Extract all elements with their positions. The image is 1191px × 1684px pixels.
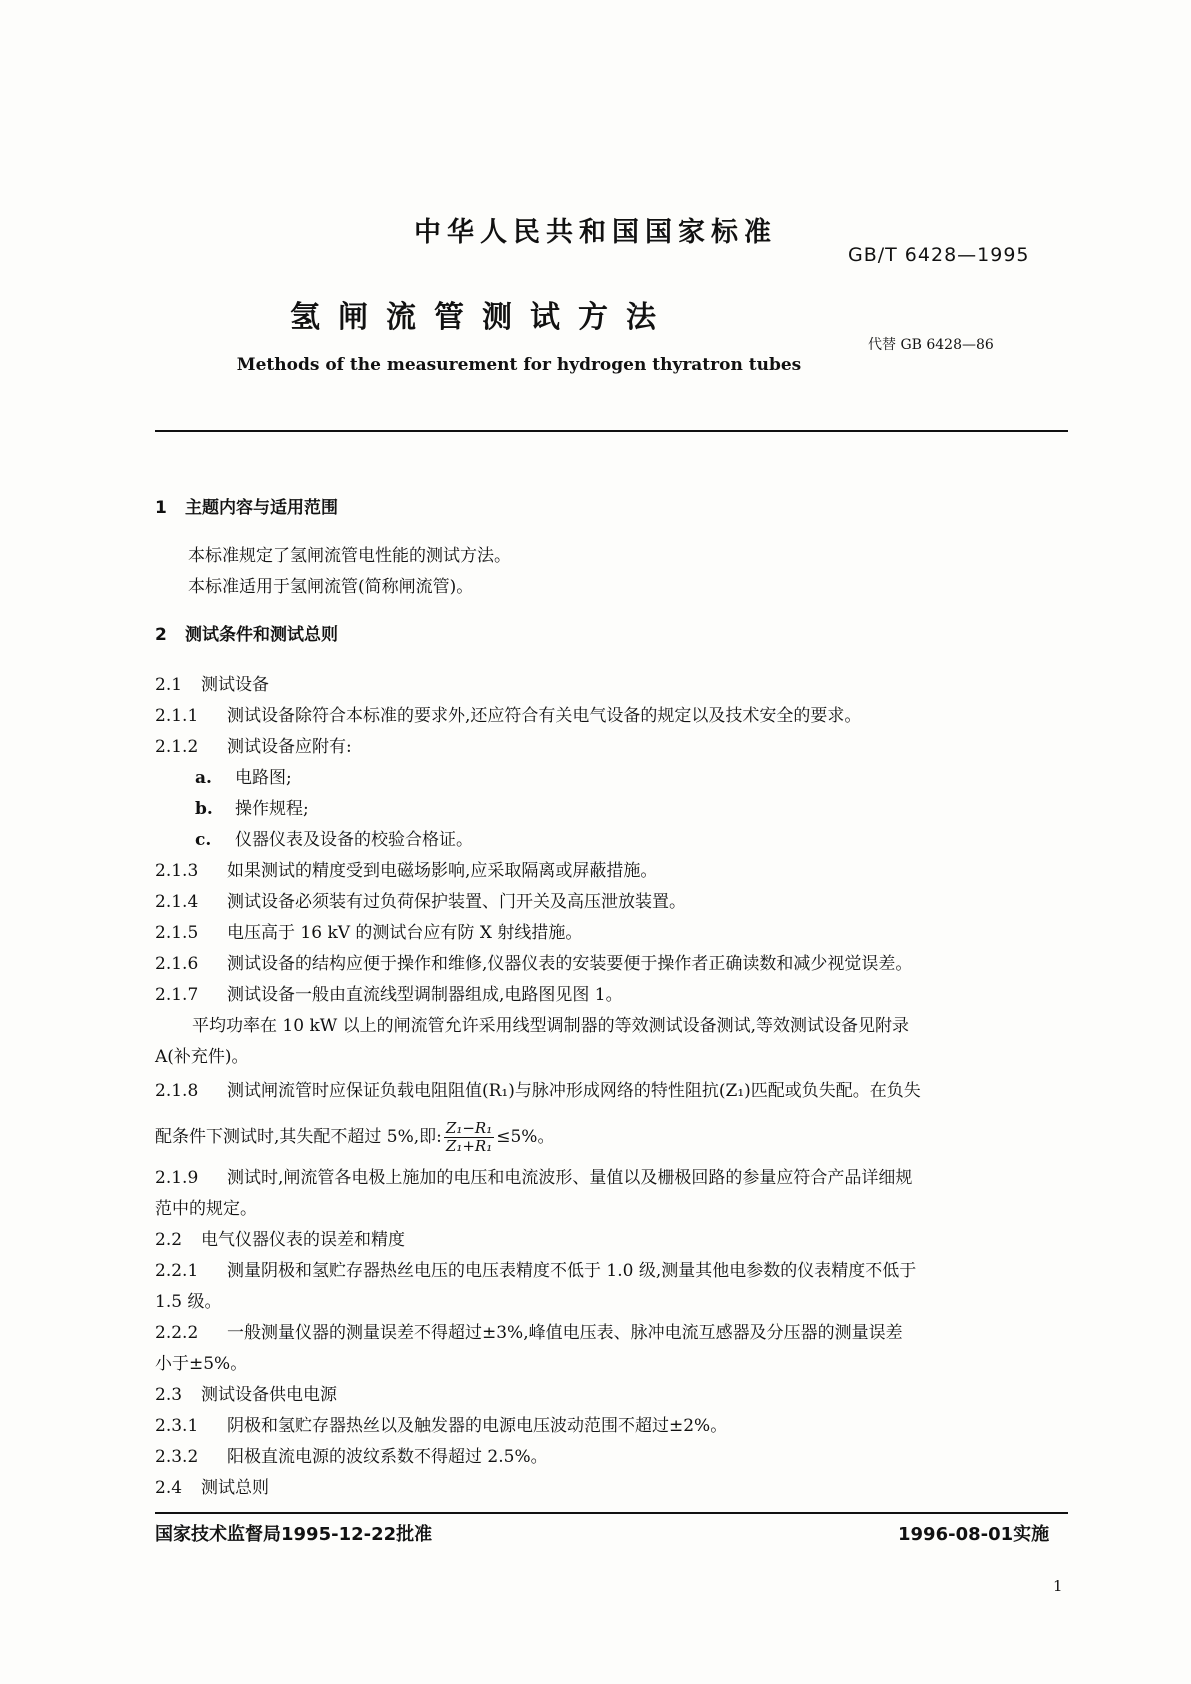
footer-divider (155, 1512, 1068, 1514)
list-item: b. 操作规程; (195, 799, 309, 819)
approval-line: 国家技术监督局1995-12-22批准 (155, 1524, 433, 1545)
clause-line: 2.1.2 测试设备应附有: (155, 737, 352, 757)
clause-line: 2.3.2 阳极直流电源的波纹系数不得超过 2.5%。 (155, 1447, 548, 1467)
paragraph-line: 本标准规定了氢闸流管电性能的测试方法。 (188, 546, 511, 566)
clause-line: 2.4 测试总则 (155, 1478, 269, 1498)
paragraph-line: 平均功率在 10 kW 以上的闸流管允许采用线型调制器的等效测试设备测试,等效测试设备见附录 (192, 1016, 910, 1036)
clause-line: 2.1 测试设备 (155, 675, 269, 695)
paragraph-line: 本标准适用于氢闸流管(简称闸流管)。 (188, 577, 474, 597)
clause-line: 2.1.1 测试设备除符合本标准的要求外,还应符合有关电气设备的规定以及技术安全的要求。 (155, 706, 862, 726)
clause-line: 2.1.4 测试设备必须装有过负荷保护装置、门开关及高压泄放装置。 (155, 892, 686, 912)
effective-date: 1996-08-01实施 (898, 1524, 1050, 1545)
national-standard-heading: 中华人民共和国国家标准 (414, 217, 777, 248)
formula-line: 配条件下测试时,其失配不超过 5%,即: $\frac{\text{Z₁−R₁}}{\text{Z₁+R₁}}$ ≤5%。 (155, 1119, 555, 1155)
clause-line: 2.2 电气仪器仪表的误差和精度 (155, 1230, 405, 1250)
section-heading: 1 主题内容与适用范围 (155, 498, 338, 518)
clause-line: 2.2.2 一般测量仪器的测量误差不得超过±3%,峰值电压表、脉冲电流互感器及分压器的测量误差 (155, 1323, 903, 1343)
clause-line: 2.1.5 电压高于 16 kV 的测试台应有防 X 射线措施。 (155, 923, 583, 943)
clause-line: 2.1.7 测试设备一般由直流线型调制器组成,电路图见图 1。 (155, 985, 623, 1005)
clause-line: 2.3 测试设备供电电源 (155, 1385, 337, 1405)
paragraph-line: A(补充件)。 (155, 1047, 249, 1067)
clause-line: 2.1.8 测试闸流管时应保证负载电阻阻值(R₁)与脉冲形成网络的特性阻抗(Z₁)匹配或负失配。在负失 (155, 1081, 921, 1101)
clause-line: 2.3.1 阴极和氢贮存器热丝以及触发器的电源电压波动范围不超过±2%。 (155, 1416, 728, 1436)
mismatch-formula: $\frac{\text{Z₁−R₁}}{\text{Z₁+R₁}}$ (445, 1119, 493, 1155)
standard-number: GB/T 6428—1995 (848, 244, 1030, 266)
paragraph-line: 1.5 级。 (155, 1292, 222, 1312)
clause-line: 2.1.3 如果测试的精度受到电磁场影响,应采取隔离或屏蔽措施。 (155, 861, 658, 881)
page-number: 1 (1053, 1577, 1063, 1595)
document-title: 氢闸流管测试方法 (290, 300, 674, 335)
clause-line: 2.2.1 测量阴极和氢贮存器热丝电压的电压表精度不低于 1.0 级,测量其他电参数的仪表精度不低于 (155, 1261, 917, 1281)
clause-line: 2.1.9 测试时,闸流管各电极上施加的电压和电流波形、量值以及栅极回路的参量应符合产品详细规 (155, 1168, 913, 1188)
list-item: a. 电路图; (195, 768, 292, 788)
list-item: c. 仪器仪表及设备的校验合格证。 (195, 830, 473, 850)
paragraph-line: 范中的规定。 (155, 1199, 257, 1219)
header-divider (155, 430, 1068, 432)
section-heading: 2 测试条件和测试总则 (155, 625, 338, 645)
replaces-note: 代替 GB 6428—86 (868, 337, 994, 353)
english-title: Methods of the measurement for hydrogen thyratron tubes (236, 355, 802, 375)
paragraph-line: 小于±5%。 (155, 1354, 248, 1374)
clause-line: 2.1.6 测试设备的结构应便于操作和维修,仪器仪表的安装要便于操作者正确读数和减少视觉误差。 (155, 954, 913, 974)
